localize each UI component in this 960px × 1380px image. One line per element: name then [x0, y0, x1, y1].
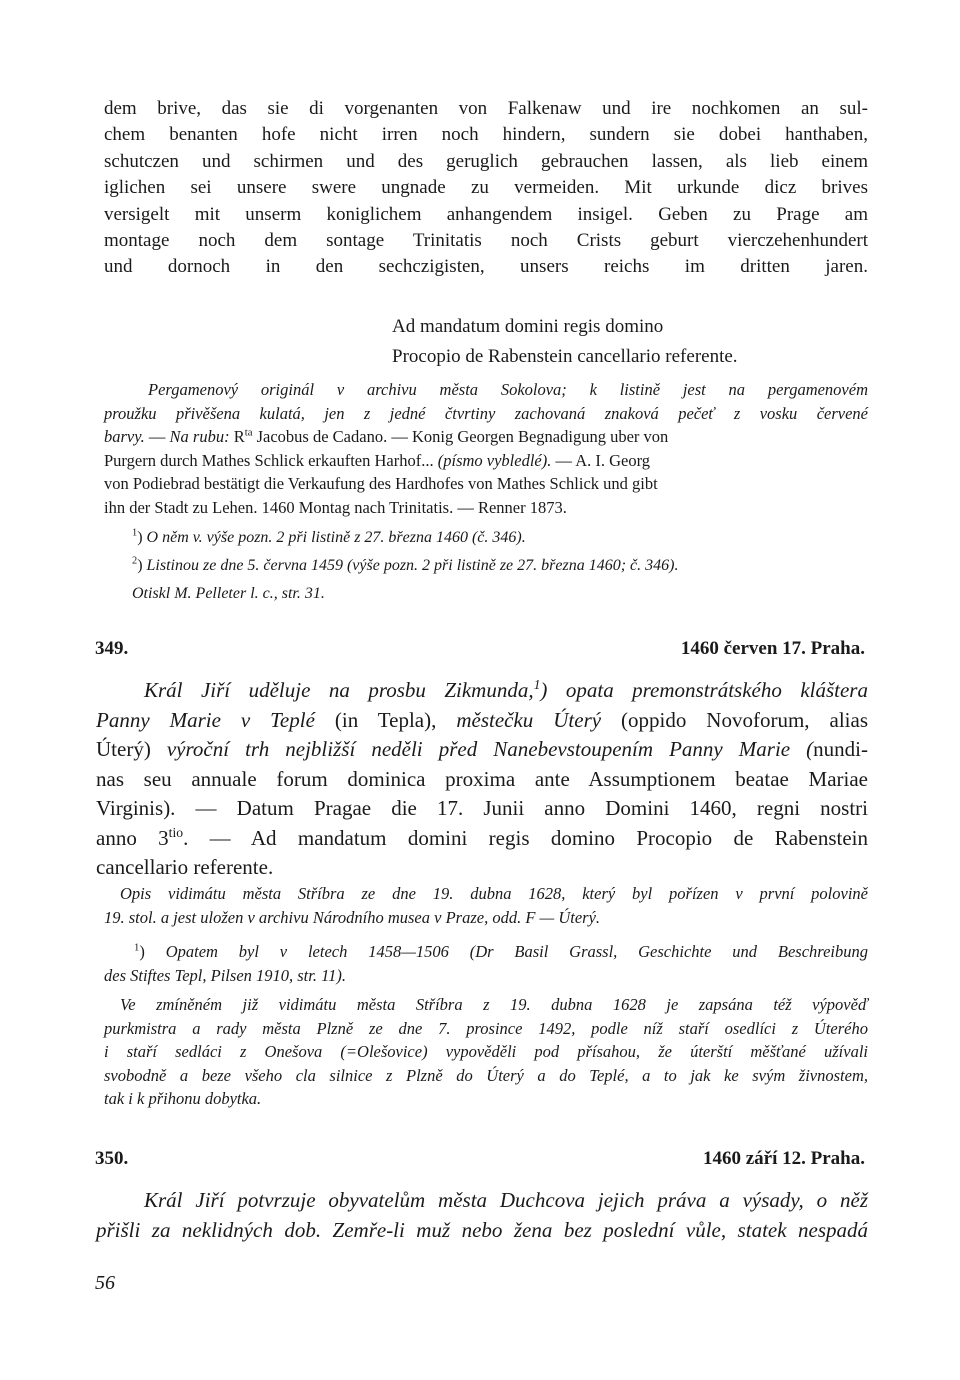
note-line: proužku přivěšena kulatá, jen z jedné čtvrtiny zachovaná znaková pečeť z vosku červené: [104, 403, 868, 423]
footnote: $^1$) O něm v. výše pozn. 2 při listině z 27. března 1460 (č. 346).: [132, 527, 526, 546]
entry-350-heading: [95, 1148, 865, 1170]
top-paragraph-line: und dornoch in den sechczigisten, unsers reichs im dritten jaren.: [104, 256, 868, 278]
footnote: $^2$) Listinou ze dne 5. června 1459 (výše pozn. 2 při listině ze 27. března 1460; č. 346).: [132, 555, 679, 574]
top-paragraph-line: chem benanten hofe nicht irren noch hindern, sundern sie dobei hanthaben,: [104, 124, 868, 146]
regest-fragment: . — Ad mandatum domini regis domino Procopio de Rabenstein: [183, 825, 868, 850]
regest-line: cancellario referente.: [96, 855, 274, 879]
page-number: 56: [95, 1272, 115, 1294]
note-fragment: Jacobus de Cadano. — Konig Georgen Begnadigung uber von: [252, 427, 669, 446]
regest-fragment: ) opata premonstrátského kláštera: [540, 678, 868, 702]
footnote-mark: 1: [132, 527, 138, 539]
entry-number: 349.: [95, 638, 129, 659]
regest-line: nas seu annuale forum dominica proxima ante Assumptionem beatae Mariae: [96, 766, 868, 791]
footnote-text: Listinou ze dne 5. června 1459 (výše pozn. 2 při listině ze 27. března 1460; č. 346).: [146, 557, 679, 574]
entry-date-place: 1460 září 12. Praha.: [702, 1148, 865, 1169]
note-fragment: Purgern durch Mathes Schlick erkauften Harhof...: [104, 450, 434, 470]
note-fragment: — A. I. Georg: [551, 450, 651, 470]
archival-note-348: [104, 378, 868, 519]
note-line: ihn der Stadt zu Lehen. 1460 Montag nach Trinitatis. — Renner 1873.: [104, 497, 567, 517]
regest-line: [96, 735, 868, 765]
footnote-paragraph-line: purkmistra a rady města Plzně ze dne 7. prosince 1492, podle níž staří osedlíci z Úterého: [104, 1018, 868, 1038]
top-paragraph-line: dem brive, das sie di vorgenanten von Falkenaw und ire nochkomen an sul-: [104, 98, 868, 119]
footnote-mark: 1: [533, 677, 541, 692]
top-paragraph-line: iglichen sei unsere swere ungnade zu vermeiden. Mit urkunde dicz brives: [104, 177, 868, 199]
note-line: Pergamenový originál v archivu města Sokolova; k listině jest na pergamenovém: [148, 380, 868, 399]
signature-line: Ad mandatum domini regis domino: [392, 316, 664, 337]
regest-line: [96, 676, 868, 706]
footnotes-348: [132, 526, 678, 606]
archival-note-349: [104, 882, 868, 929]
note-fragment: barvy.: [104, 427, 145, 446]
entry-349-regest: [96, 676, 868, 883]
entry-350-regest: [96, 1186, 868, 1245]
footnote-paragraph-line: Ve zmíněném již vidimátu města Stříbra z 19. dubna 1628 je zapsána též výpověď: [120, 995, 868, 1014]
footnote-text: O něm v. výše pozn. 2 při listině z 27. března 1460 (č. 346).: [146, 529, 526, 546]
note-fragment: Na rubu:: [169, 427, 230, 446]
regest-line: [96, 824, 868, 854]
footnote-mark: 1: [134, 941, 140, 954]
regest-line: [96, 706, 868, 736]
note-fragment: (písmo vybledlé).: [433, 450, 552, 470]
regest-line: Virginis). — Datum Pragae die 17. Junii anno Domini 1460, regni nostri: [96, 796, 868, 820]
regest-fragment: výroční trh nejbližší neděli před Nanebevstoupením Panny Marie (: [166, 737, 814, 761]
entry-number: 350.: [95, 1148, 129, 1169]
note-line: [104, 425, 868, 449]
regest-fragment: městečku Úterý: [456, 707, 602, 732]
footnotes-349: [104, 940, 868, 1111]
note-line: 19. stol. a jest uložen v archivu Národního musea v Praze, odd. F — Úterý.: [104, 907, 601, 927]
footnote-continuation: Otiskl M. Pelleter l. c., str. 31.: [132, 585, 325, 602]
footnote: $^1$) Opatem byl v letech 1458—1506 (Dr Basil Grassl, Geschichte und Beschreibung: [134, 941, 868, 961]
note-fragment: R: [229, 427, 245, 446]
footnote-paragraph-line: i staří sedláci z Onešova (=Olešovice) vypověděli pod přísahou, že úterští měšťané užívali: [104, 1042, 868, 1061]
entry-date-place: 1460 červen 17. Praha.: [680, 638, 865, 659]
regest-fragment: anno 3: [96, 825, 169, 850]
regest-fragment: Král Jiří uděluje na prosbu Zikmunda,: [144, 678, 534, 702]
footnote-paragraph-line: svobodně a beze všeho cla silnice z Plzně do Úterý a do Teplé, a to jak ke svým živnostem,: [104, 1065, 868, 1085]
note-line: von Podiebrad bestätigt die Verkaufung des Hardhofes von Mathes Schlick und gibt: [104, 474, 658, 493]
top-paragraph: [104, 96, 868, 281]
top-paragraph-line: versigelt mit unserm koniglichem anhangendem insigel. Geben zu Prage am: [104, 203, 868, 225]
regest-fragment: nundi-: [813, 737, 868, 761]
regest-fragment: Úterý): [96, 737, 167, 761]
entry-349-heading: [95, 638, 865, 660]
regest-fragment: (oppido Novoforum, alias: [601, 707, 868, 732]
note-line: Opis vidimátu města Stříbra ze dne 19. dubna 1628, který byl pořízen v první polovině: [120, 884, 868, 903]
footnote-text: Opatem byl v letech 1458—1506 (Dr Basil Grassl, Geschichte und Beschreibung: [165, 942, 868, 961]
note-fragment: —: [144, 427, 170, 446]
superscript: ta: [244, 426, 253, 439]
regest-fragment: Panny Marie v Teplé: [96, 707, 315, 732]
top-paragraph-line: montage noch dem sontage Trinitatis noch Crists geburt vierczehenhundert: [104, 230, 868, 252]
top-paragraph-line: schutczen und schirmen und des geruglich gebrauchen lassen, als lieb einem: [104, 150, 868, 172]
footnote-paragraph-line: tak i k přihonu dobytka.: [104, 1089, 262, 1108]
regest-fragment: (in Tepla),: [314, 707, 457, 732]
superscript: tio: [168, 824, 184, 840]
regest-line: Král Jiří potvrzuje obyvatelům města Duchcova jejich práva a výsady, o něž: [144, 1188, 868, 1212]
footnote: des Stiftes Tepl, Pilsen 1910, str. 11).: [104, 965, 347, 985]
note-line: [104, 449, 868, 473]
signature-line: Procopio de Rabenstein cancellario referente.: [392, 346, 738, 367]
chancery-signature: [392, 312, 738, 372]
footnote-mark: 2: [132, 555, 138, 567]
regest-line: přišli za neklidných dob. Zemře-li muž nebo žena bez poslední vůle, statek nespadá: [96, 1217, 868, 1242]
